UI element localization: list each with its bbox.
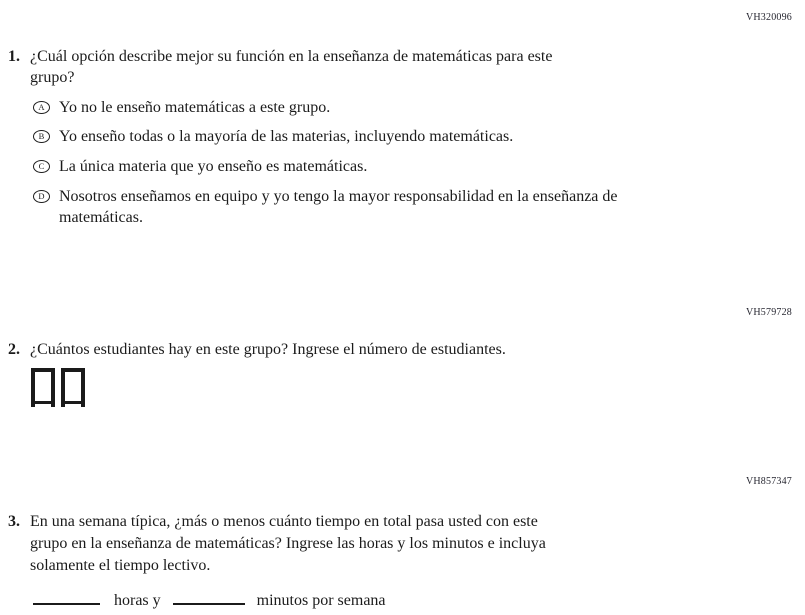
question-1-accession-code: VH320096 [745,12,792,23]
question-3 [8,511,546,577]
option-b-label-line-1: Yo enseño todas o la mayoría de las materias, incluyendo matemáticas. [59,128,514,145]
minutes-label: minutos por semana [256,592,386,609]
option-a-label-line-1: Yo no le enseño matemáticas a este grupo. [59,99,331,116]
question-2 [8,339,506,360]
option-row-a[interactable] [33,97,330,118]
question-3-prompt [30,511,546,577]
question-1 [8,46,552,88]
question-1-number: 1. [8,48,20,65]
question-2-prompt [30,339,506,360]
minutes-blank-field[interactable] [173,589,245,605]
question-3-prompt-line-2: grupo en la enseñanza de matemáticas? Ingrese las horas y los minutos e incluya [30,535,546,552]
question-2-prompt-line-1: ¿Cuántos estudiantes hay en este grupo? Ingrese el número de estudiantes. [30,341,506,358]
question-3-prompt-line-3: solamente el tiempo lectivo. [30,557,211,574]
question-2-accession-code: VH579728 [745,307,792,318]
hours-label: horas y [114,592,161,609]
option-b-label [59,126,513,147]
digit-box-ones[interactable] [61,368,85,407]
question-1-prompt-line-2: grupo? [30,69,75,86]
question-1-prompt-line-1: ¿Cuál opción describe mejor su función en la enseñanza de matemáticas para este [30,48,553,65]
time-answer-line [33,589,386,611]
option-c-label [59,156,367,177]
student-count-entry [31,368,85,407]
option-row-d[interactable] [33,186,618,228]
option-d-radio-icon[interactable]: D [33,190,50,203]
option-c-radio-icon[interactable]: C [33,160,50,173]
option-d-label-line-2: matemáticas. [59,209,143,226]
question-2-number: 2. [8,341,20,358]
option-a-label [59,97,330,118]
option-b-radio-icon[interactable]: B [33,130,50,143]
option-d-label-line-1: Nosotros enseñamos en equipo y yo tengo la mayor responsabilidad en la enseñanza de [59,188,618,205]
question-1-prompt [30,46,552,88]
option-d-label [59,186,618,228]
option-c-label-line-1: La única materia que yo enseño es matemáticas. [59,158,368,175]
option-row-c[interactable] [33,156,367,177]
hours-blank-field[interactable] [33,589,100,605]
question-3-prompt-line-1: En una semana típica, ¿más o menos cuánto tiempo en total pasa usted con este [30,513,538,530]
option-a-radio-icon[interactable]: A [33,101,50,114]
question-3-accession-code: VH857347 [745,476,792,487]
option-row-b[interactable] [33,126,513,147]
question-3-number: 3. [8,513,20,530]
digit-box-tens[interactable] [31,368,55,407]
